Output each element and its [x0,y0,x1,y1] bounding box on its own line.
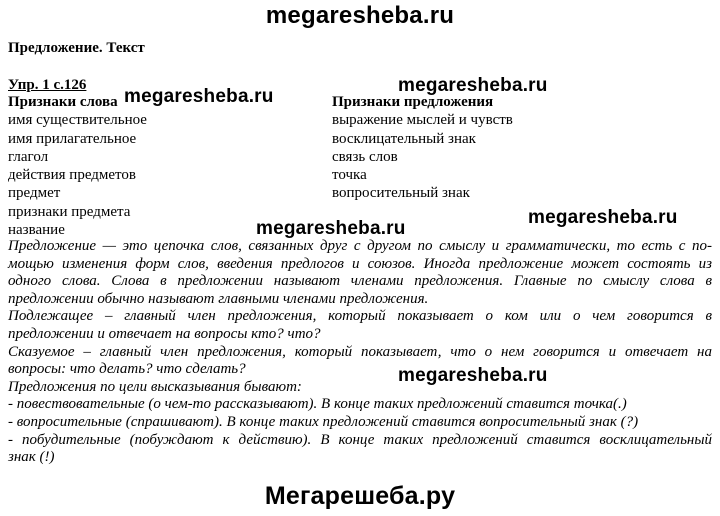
word-feature-item: действия предметов [8,167,136,184]
sentence-feature-item: вопросительный знак [332,185,470,202]
body-line: - повествовательные (о чем-то рассказывают). В конце таких предложений ставится точка(.) [8,396,627,413]
sentence-feature-item: точка [332,167,367,184]
explanation-text [8,238,712,467]
page-title: Предложение. Текст [8,40,145,56]
body-line: - вопросительные (спрашивают). В конце таких предложений ставится вопросительный знак (?) [8,413,639,430]
body-line: Сказуемое – главный член предложения, который показывает, что о нем говорится и отвечает на [8,343,712,360]
word-feature-item: глагол [8,148,49,165]
word-feature-item: имя существительное [8,112,147,129]
sentence-feature-item: восклицательный знак [332,130,476,147]
body-line: знак (!) [8,449,55,466]
body-line: Предложение — это цепочка слов, связанных друг с другом по смыслу и грамматически, то есть с по- [8,238,712,254]
watermark-mid: megaresheba.ru [528,207,678,228]
body-line: предложении обычно называют главными членами предложения. [8,290,429,307]
watermark-mid: megaresheba.ru [256,218,406,239]
sentence-features-column [332,93,513,203]
sentence-feature-item: связь слов [332,148,398,165]
word-feature-item: название [8,222,65,239]
body-line: Подлежащее – главный член предложения, который показывает о ком или о чем говорится в [8,308,712,325]
body-line: мощью изменения форм слов, введения предлогов и союзов. Иногда предложение может состоять из [8,255,712,272]
body-line: вопросы: что делать? что сделать? [8,361,246,378]
exercise-reference: Упр. 1 с.126 [8,77,87,93]
word-feature-item: имя прилагательное [8,130,137,147]
sentence-feature-item: выражение мыслей и чувств [332,112,513,129]
watermark-top: megaresheba.ru [265,2,455,29]
watermark-bottom: Мегарешеба.ру [264,482,456,510]
body-line: предложении и отвечает на вопросы кто? что? [8,325,321,342]
word-features-column [8,93,147,239]
word-feature-item: признаки предмета [8,203,131,220]
body-line: - побудительные (побуждают к действию). В конце таких предложений ставится восклицательный [8,431,712,448]
word-feature-item: предмет [8,185,61,202]
word-features-heading: Признаки слова [8,94,118,110]
watermark-mid: megaresheba.ru [398,365,548,386]
watermark-mid: megaresheba.ru [124,86,274,107]
body-line: Предложения по цели высказывания бывают: [8,378,302,395]
watermark-mid: megaresheba.ru [398,75,548,96]
body-line: одного слова. Слова в предложении называют членами предложения. Главные по смыслу слова в [8,273,712,290]
sentence-features-heading: Признаки предложения [332,94,494,110]
